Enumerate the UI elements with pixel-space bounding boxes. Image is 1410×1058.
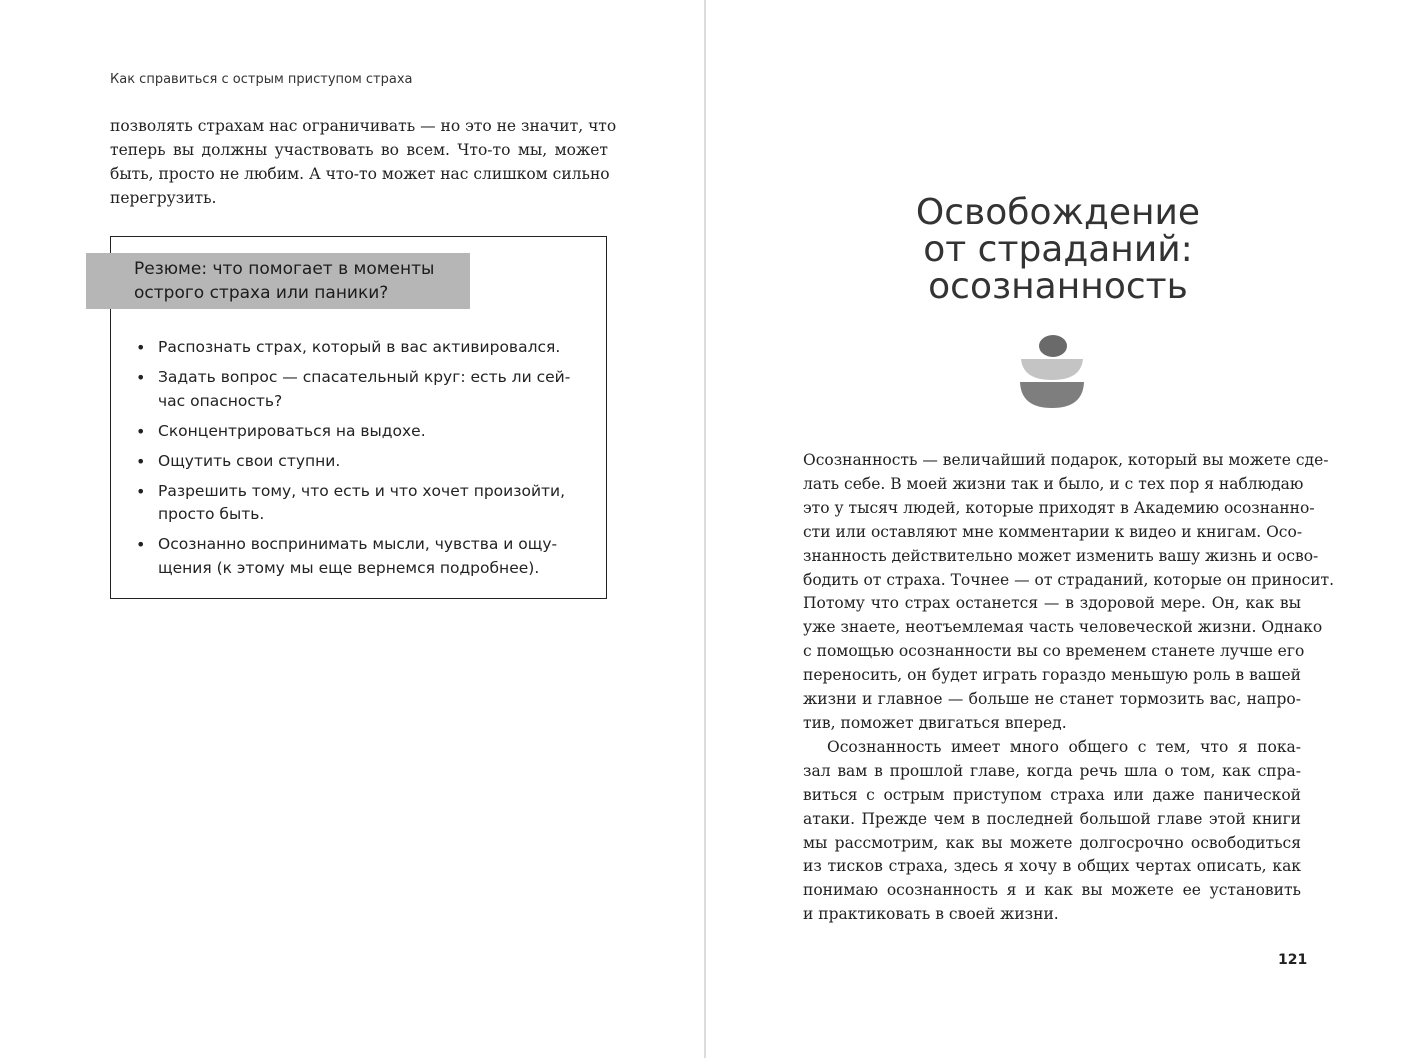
text-line: мы рассмотрим, как вы можете долгосрочно освободиться xyxy=(803,833,1301,852)
list-item-line: просто быть. xyxy=(158,505,265,523)
text-line: позволять страхам нас ограничивать — но это не значит, что xyxy=(110,117,617,135)
text-line: атаки. Прежде чем в последней большой главе этой книги xyxy=(803,809,1301,828)
running-head: Как справиться с острым приступом страха xyxy=(110,72,413,87)
text-line: теперь вы должны участвовать во всем. Что-то мы, может xyxy=(110,141,608,159)
text-line: перегрузить. xyxy=(110,189,217,207)
page-number: 121 xyxy=(1278,952,1308,968)
list-item xyxy=(136,336,586,360)
text-line: тив, поможет двигаться вперед. xyxy=(803,713,1067,732)
text-line: понимаю осознанность я и как вы можете ее установить xyxy=(803,881,1301,900)
summary-title-line: Резюме: что помогает в моменты xyxy=(134,259,435,279)
chapter-title-line: Освобождение xyxy=(915,192,1201,233)
chapter-title-line: от страданий: xyxy=(923,229,1193,270)
list-item-line: час опасность? xyxy=(158,391,283,410)
paragraph-1 xyxy=(803,449,1335,736)
list-item-line: • Осознанно воспринимать мысли, чувства и ощу- xyxy=(158,535,558,553)
list-item xyxy=(136,366,586,413)
text-line: с помощью осознанности вы со временем станете лучше его xyxy=(803,642,1305,661)
right-text xyxy=(803,449,1335,927)
text-line: переносить, он будет играть гораздо меньшую роль в вашей xyxy=(803,666,1301,685)
text-line: знанность действительно может изменить вашу жизнь и осво- xyxy=(803,546,1319,565)
list-item-line: • Распознать страх, который в вас активировался. xyxy=(158,338,561,356)
chapter-title xyxy=(706,194,1410,305)
text-line: сти или оставляют мне комментарии к видео и книгам. Осо- xyxy=(803,522,1303,541)
right-page xyxy=(706,0,1410,1058)
stone-bottom-shape xyxy=(1020,382,1084,408)
list-item xyxy=(136,480,586,527)
list-item xyxy=(136,533,586,580)
text-line: быть, просто не любим. А что-то может нас слишком сильно xyxy=(110,165,610,183)
text-line: это у тысяч людей, которые приходят в Академию осознанно- xyxy=(803,498,1315,517)
text-line: Осознанность — величайший подарок, который вы можете сде- xyxy=(803,451,1329,469)
stacked-stones-icon xyxy=(1019,334,1085,410)
left-paragraph xyxy=(110,114,617,210)
list-item-line: • Сконцентрироваться на выдохе. xyxy=(158,421,426,440)
chapter-title-line: осознанность xyxy=(928,266,1188,307)
text-line: Осознанность имеет много общего с тем, что я пока- xyxy=(827,737,1301,756)
list-item xyxy=(136,420,586,444)
list-item-line: • Ощутить свои ступни. xyxy=(158,451,341,470)
text-line: из тисков страха, здесь я хочу в общих чертах описать, как xyxy=(803,857,1301,876)
paragraph-2 xyxy=(803,736,1301,927)
summary-list xyxy=(136,336,586,587)
summary-title xyxy=(86,253,470,309)
stone-top-shape xyxy=(1039,335,1067,357)
text-line: Потому что страх останется — в здоровой мере. Он, как вы xyxy=(803,594,1301,613)
list-item-line: • Разрешить тому, что есть и что хочет произойти, xyxy=(158,481,566,500)
text-line: зал вам в прошлой главе, когда речь шла о том, как спра- xyxy=(803,761,1301,780)
text-line: уже знаете, неотъемлемая часть человеческой жизни. Однако xyxy=(803,618,1323,637)
text-line: бодить от страха. Точнее — от страданий, которые он приносит. xyxy=(803,570,1335,589)
list-item-line: щения (к этому мы еще вернемся подробнее). xyxy=(158,558,540,577)
list-item xyxy=(136,450,586,474)
text-line: лать себе. В моей жизни так и было, и с тех пор я наблюдаю xyxy=(803,474,1304,493)
stone-middle-shape xyxy=(1021,359,1083,380)
text-line: и практиковать в своей жизни. xyxy=(803,905,1059,924)
list-item-line: • Задать вопрос — спасательный круг: есть ли сей- xyxy=(158,368,571,386)
text-line: виться с острым приступом страха или даже панической xyxy=(803,785,1301,804)
summary-title-line: острого страха или паники? xyxy=(134,283,389,303)
text-line: жизни и главное — больше не станет тормозить вас, напро- xyxy=(803,690,1301,709)
